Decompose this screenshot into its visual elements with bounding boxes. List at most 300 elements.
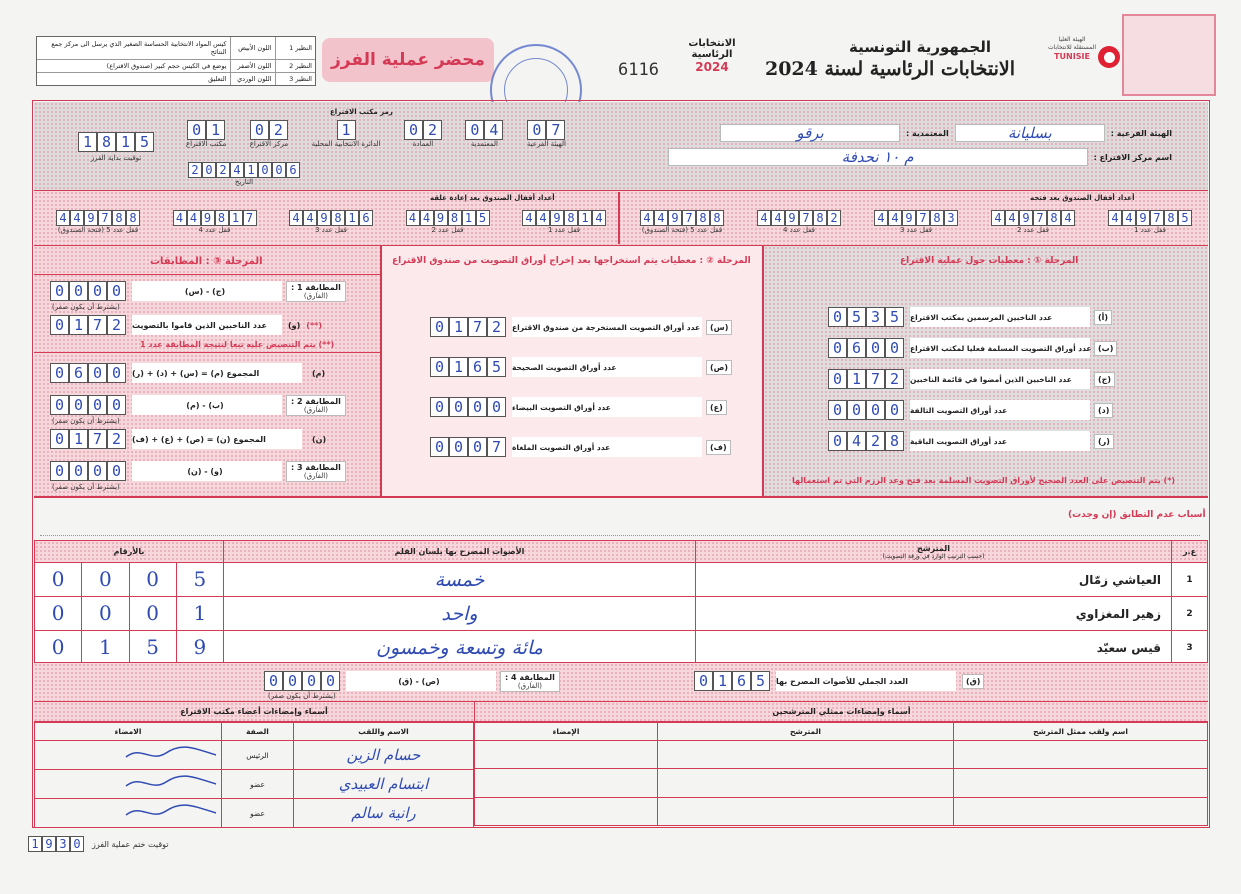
votes-in-words[interactable]: واحد (224, 597, 696, 631)
stage-row (828, 430, 1128, 452)
stage-row-digit[interactable]: 0 (866, 400, 885, 420)
vote-digit[interactable]: 0 (35, 597, 82, 630)
stage-row-label: عدد أوراق التصويت الملغاة (512, 437, 702, 457)
signature-mark (121, 770, 221, 794)
lock-digit[interactable]: 7 (916, 210, 930, 226)
m4-row (264, 670, 560, 692)
n-digit[interactable]: 2 (107, 429, 126, 449)
m4-digit[interactable]: 0 (283, 671, 302, 691)
lock-digit[interactable]: 8 (1047, 210, 1061, 226)
stage-row-key: (ف) (706, 440, 731, 455)
results-table (34, 540, 1208, 662)
copy1-color: اللون الأبيض (230, 37, 275, 59)
stage-row-label: عدد أوراق التصويت الصحيحة (512, 357, 702, 377)
lock-digit[interactable]: 3 (944, 210, 958, 226)
stage-row-label: عدد أوراق التصويت التالفة (910, 400, 1090, 420)
candidate-name: قيس سعيّد (696, 631, 1172, 665)
stage-row-digit[interactable]: 7 (866, 369, 885, 389)
n-digit[interactable]: 7 (88, 429, 107, 449)
stage2-title: المرحلة ② : معطيات يتم استخراجها بعد إخراج أوراق التصويت من صندوق الاقتراع (392, 256, 751, 266)
lock-digit[interactable]: 4 (406, 210, 420, 226)
vote-digit[interactable]: 9 (193, 635, 207, 659)
stage-row-digit[interactable]: 0 (468, 437, 487, 457)
lock-digit[interactable]: 9 (201, 210, 215, 226)
stage-row-digit[interactable]: 0 (487, 397, 506, 417)
m3-value (50, 461, 126, 481)
lock-digit[interactable]: 1 (345, 210, 359, 226)
m4-note: (يشترط أن يكون صفر) (268, 692, 336, 700)
n-key: (ن) (312, 434, 327, 444)
station-code-digit[interactable]: 0 (465, 120, 484, 140)
lock-digits (406, 210, 490, 226)
lock-group (173, 210, 257, 234)
date (188, 162, 300, 178)
stage-row-key: (ص) (706, 360, 732, 375)
date-digit[interactable]: 6 (286, 162, 300, 178)
m-digit[interactable]: 0 (107, 363, 126, 383)
m1-formula: (ج) - (س) (132, 281, 282, 301)
discrepancy-label: أسباب عدم التطابق (إن وجدت) (1068, 510, 1206, 520)
form-number: 6116 (618, 60, 659, 80)
vote-digit[interactable]: 0 (35, 631, 82, 664)
lock-digit[interactable]: 4 (654, 210, 668, 226)
members-title-bar (34, 702, 474, 722)
member-signature[interactable] (35, 741, 222, 770)
lock-digit[interactable]: 9 (434, 210, 448, 226)
lock-digit[interactable]: 8 (710, 210, 724, 226)
lock-digit[interactable]: 4 (289, 210, 303, 226)
stage-row-digit[interactable]: 0 (828, 307, 847, 327)
candidate-name: زهير المغزاوي (696, 597, 1172, 631)
lock-digit[interactable]: 4 (991, 210, 1005, 226)
w-digit[interactable]: 7 (88, 315, 107, 335)
center-label: اسم مركز الاقتراع : (1093, 152, 1172, 162)
stage-row-value (828, 400, 904, 420)
lock-digit[interactable]: 8 (564, 210, 578, 226)
stage1-rows (828, 306, 1128, 461)
lock-digit[interactable]: 2 (827, 210, 841, 226)
m2-row (50, 394, 360, 416)
lock-digit[interactable]: 4 (640, 210, 654, 226)
date-group (188, 162, 300, 186)
station-code-digits (250, 120, 288, 140)
stage-row-label: عدد أوراق التصويت المستخرجة من صندوق الاقتراع (512, 317, 702, 337)
date-digit[interactable]: 2 (216, 162, 230, 178)
date-digit[interactable]: 0 (202, 162, 216, 178)
stage-row (828, 399, 1128, 421)
lock-digit[interactable]: 1 (462, 210, 476, 226)
lock-digit[interactable]: 4 (757, 210, 771, 226)
lock-label: قفل عدد 2 (431, 226, 464, 234)
center-value: م ١٠ نحدفة (841, 148, 914, 166)
end-time-digit[interactable]: 9 (42, 836, 56, 852)
lock-digit[interactable]: 8 (1164, 210, 1178, 226)
form-title-box (322, 38, 494, 82)
start-time-digit[interactable]: 1 (78, 132, 97, 152)
stage-row (828, 306, 1128, 328)
m2-digit[interactable]: 0 (107, 395, 126, 415)
stage-row-value (828, 338, 904, 358)
m3-digit[interactable]: 0 (50, 461, 69, 481)
isie-logo-text: الهيئة العليا المستقلة للانتخابات (1047, 36, 1096, 51)
date-digit[interactable]: 0 (258, 162, 272, 178)
stage-row (430, 436, 742, 458)
station-code-label: العمادة (412, 140, 434, 148)
station-code (312, 120, 381, 160)
pink-stamp (1122, 14, 1216, 96)
locks-after-title: أعداد أقفال الصندوق بعد فتحه (1030, 194, 1135, 202)
stage-row (828, 337, 1128, 359)
lock-digit[interactable]: 7 (1033, 210, 1047, 226)
votes-in-words[interactable]: خمسة (224, 563, 696, 597)
member-role: عضو (222, 770, 294, 799)
stage-row-digit[interactable]: 0 (430, 357, 449, 377)
end-time-digit[interactable]: 1 (28, 836, 42, 852)
station-code-digit[interactable]: 7 (546, 120, 565, 140)
vote-digit[interactable]: 0 (82, 563, 129, 596)
m-digit[interactable]: 0 (88, 363, 107, 383)
m4-digit[interactable]: 0 (302, 671, 321, 691)
station-code-label: الهيئة الفرعية (526, 140, 566, 148)
lock-digit[interactable]: 9 (1136, 210, 1150, 226)
lock-digit[interactable]: 8 (215, 210, 229, 226)
start-time-digit[interactable]: 5 (135, 132, 154, 152)
n-digit[interactable]: 0 (50, 429, 69, 449)
vote-digit[interactable]: 0 (35, 563, 82, 596)
station-code-digit[interactable]: 0 (404, 120, 423, 140)
lock-digit[interactable]: 4 (173, 210, 187, 226)
m2-digit[interactable]: 0 (88, 395, 107, 415)
lock-digit[interactable]: 6 (359, 210, 373, 226)
lock-digit[interactable]: 4 (771, 210, 785, 226)
w-label: عدد الناخبين الذين قاموا بالتصويت (132, 315, 282, 335)
station-code-digit[interactable]: 0 (187, 120, 206, 140)
m-label: المجموع (م) = (س) + (د) + (ر) (132, 363, 302, 383)
lock-digit[interactable]: 4 (522, 210, 536, 226)
stage-row (430, 396, 742, 418)
date-digit[interactable]: 0 (272, 162, 286, 178)
stage-row-digit[interactable]: 0 (430, 397, 449, 417)
station-code-digits (465, 120, 503, 140)
code-title: رمز مكتب الاقتراع (330, 108, 393, 116)
w-note: (**) يتم التنصيص عليه تبعا لنتيجة المطابقة عدد 1 (140, 340, 335, 349)
stage-row-digit[interactable]: 0 (885, 338, 904, 358)
lock-digits (173, 210, 257, 226)
start-time-digit[interactable]: 8 (97, 132, 116, 152)
stage-row-digit[interactable]: 5 (487, 357, 506, 377)
stage-row-digit[interactable]: 5 (885, 307, 904, 327)
candidate-name: العياشي زمّال (696, 563, 1172, 597)
reps-title: أسماء وإمضاءات ممثلي المترشحين (772, 707, 911, 716)
stage-row-label: عدد أوراق التصويت البيضاء (512, 397, 702, 417)
lock-digit[interactable]: 5 (476, 210, 490, 226)
votes-in-digits (35, 631, 224, 665)
lock-digits (56, 210, 140, 226)
station-code-digit[interactable]: 2 (269, 120, 288, 140)
lock-digit[interactable]: 4 (70, 210, 84, 226)
m1-digit[interactable]: 0 (88, 281, 107, 301)
vote-digit[interactable]: 0 (130, 597, 177, 630)
stage-row (430, 356, 742, 378)
stage-row-key: (أ) (1094, 310, 1112, 325)
lock-digits (757, 210, 841, 226)
copies-table (36, 36, 316, 86)
lock-digit[interactable]: 4 (187, 210, 201, 226)
lock-digit[interactable]: 9 (1019, 210, 1033, 226)
members-table (34, 722, 474, 828)
stage-row-digit[interactable]: 0 (828, 400, 847, 420)
stage-row-digit[interactable]: 0 (828, 369, 847, 389)
member-role: عضو (222, 799, 294, 828)
w-digit[interactable]: 2 (107, 315, 126, 335)
station-code-digits (404, 120, 442, 140)
members-col-name: الاسم واللقب (294, 723, 474, 741)
m-value (50, 363, 126, 383)
copy2-color: اللون الأصفر (230, 59, 275, 72)
station-code-digit[interactable]: 1 (337, 120, 356, 140)
lock-digit[interactable]: 4 (874, 210, 888, 226)
stage-row-digit[interactable]: 7 (468, 317, 487, 337)
lock-digit[interactable]: 4 (1122, 210, 1136, 226)
m2-digit[interactable]: 0 (69, 395, 88, 415)
stage-row-digit[interactable]: 0 (847, 400, 866, 420)
stage-row-value (430, 317, 506, 337)
elections-logo-year: 2024 (695, 60, 729, 74)
stage-row-value (430, 437, 506, 457)
lock-digit[interactable]: 8 (126, 210, 140, 226)
stage-row-digit[interactable]: 0 (468, 397, 487, 417)
n-row (50, 428, 362, 450)
lock-digit[interactable]: 4 (888, 210, 902, 226)
m3-digit[interactable]: 0 (88, 461, 107, 481)
lock-digit[interactable]: 9 (902, 210, 916, 226)
m4-digit[interactable]: 0 (321, 671, 340, 691)
stage-row-digit[interactable]: 0 (449, 397, 468, 417)
m3-digit[interactable]: 0 (107, 461, 126, 481)
stage-row-digit[interactable]: 2 (487, 317, 506, 337)
lock-digit[interactable]: 4 (420, 210, 434, 226)
lock-digit[interactable]: 7 (799, 210, 813, 226)
date-digit[interactable]: 1 (244, 162, 258, 178)
lock-label: قفل عدد 1 (1133, 226, 1167, 234)
station-code-digit[interactable]: 0 (527, 120, 546, 140)
election-title: الانتخابات الرئاسية لسنة 2024 (764, 58, 1015, 80)
m-row (50, 362, 362, 384)
lock-digit[interactable]: 4 (1061, 210, 1075, 226)
stage-row-label: عدد الناخبين الذين أمضوا في قائمة الناخبين (910, 369, 1090, 389)
stage-row-digit[interactable]: 6 (847, 338, 866, 358)
end-time-digit[interactable]: 3 (56, 836, 70, 852)
delegation-field (720, 124, 900, 142)
n-digit[interactable]: 1 (69, 429, 88, 449)
m1-digit[interactable]: 0 (69, 281, 88, 301)
stage-row-digit[interactable]: 7 (487, 437, 506, 457)
votes-in-digits (35, 597, 224, 631)
votes-in-words[interactable]: مائة وتسعة وخمسون (224, 631, 696, 665)
lock-digits (1108, 210, 1192, 226)
form-title: محضر عملية الفرز (331, 50, 485, 70)
lock-digit[interactable]: 1 (229, 210, 243, 226)
vote-digit[interactable]: 1 (82, 631, 129, 664)
stage-row-value (828, 369, 904, 389)
lock-digit[interactable]: 9 (550, 210, 564, 226)
m2-value (50, 395, 126, 415)
members-col-role: الصفة (222, 723, 294, 741)
m4-label: المطابقة 4 : (505, 672, 555, 682)
m1-digit[interactable]: 0 (50, 281, 69, 301)
vote-digit[interactable]: 5 (193, 567, 207, 591)
total-digit[interactable]: 0 (694, 671, 713, 691)
votes-in-digits (35, 563, 224, 597)
lock-digit[interactable]: 9 (668, 210, 682, 226)
stage-row-digit[interactable]: 0 (430, 317, 449, 337)
m4-digit[interactable]: 0 (264, 671, 283, 691)
lock-digit[interactable]: 4 (303, 210, 317, 226)
subcommission-value: بسليانة (1007, 124, 1052, 142)
member-role: الرئيس (222, 741, 294, 770)
m-digit[interactable]: 6 (69, 363, 88, 383)
station-code-digits (337, 120, 356, 140)
vote-digit[interactable]: 0 (82, 597, 129, 630)
locks-divider (618, 192, 620, 244)
station-code-digit[interactable]: 1 (206, 120, 225, 140)
members-col-sig: الامضاء (35, 723, 222, 741)
date-digit[interactable]: 4 (230, 162, 244, 178)
stage-row-digit[interactable]: 4 (847, 431, 866, 451)
lock-digit[interactable]: 7 (682, 210, 696, 226)
m1-sub: (الفارق) (303, 291, 328, 300)
start-time-digit[interactable]: 1 (116, 132, 135, 152)
lock-digit[interactable]: 4 (536, 210, 550, 226)
stage-row-digit[interactable]: 2 (866, 431, 885, 451)
member-signature[interactable] (35, 799, 222, 828)
lock-label: قفل عدد 2 (1016, 226, 1050, 234)
member-signature[interactable] (35, 770, 222, 799)
stage-row-digit[interactable]: 5 (847, 307, 866, 327)
station-code-digit[interactable]: 0 (250, 120, 269, 140)
reps-table (474, 722, 1208, 826)
m-digit[interactable]: 0 (50, 363, 69, 383)
stage-row-digit[interactable]: 0 (430, 437, 449, 457)
station-code-digit[interactable]: 2 (423, 120, 442, 140)
table-row (35, 631, 1208, 665)
m3-note: (يشترط أن يكون صفر) (52, 483, 120, 491)
m4-sub: (الفارق) (517, 681, 542, 690)
lock-digit[interactable]: 4 (592, 210, 606, 226)
stage-row-digit[interactable]: 0 (449, 437, 468, 457)
m1-digit[interactable]: 0 (107, 281, 126, 301)
stage-row-digit[interactable]: 1 (449, 357, 468, 377)
lock-digit[interactable]: 4 (1108, 210, 1122, 226)
copy3-dest: التعليق (208, 74, 227, 83)
member-name[interactable]: ابتسام العبيدي (294, 770, 474, 799)
elections-logo-line2: الرئاسية (691, 49, 733, 60)
lock-label: قفل عدد 4 (198, 226, 231, 234)
stage-row-digit[interactable]: 1 (449, 317, 468, 337)
m1-label: المطابقة 1 : (291, 282, 341, 292)
lock-digit[interactable]: 7 (1150, 210, 1164, 226)
signature-mark (121, 741, 221, 765)
lock-digit[interactable]: 4 (56, 210, 70, 226)
w-digit[interactable]: 1 (69, 315, 88, 335)
stage-row-digit[interactable]: 0 (828, 338, 847, 358)
lock-digit[interactable]: 9 (785, 210, 799, 226)
member-row (35, 741, 474, 770)
stage3-title: المرحلة ③ : المطابقات (150, 256, 263, 267)
stage-row-digit[interactable]: 0 (866, 338, 885, 358)
stage-row-digit[interactable]: 2 (885, 369, 904, 389)
station-code-digit[interactable]: 4 (484, 120, 503, 140)
candidate-number: 3 (1172, 631, 1208, 665)
stage-row-digit[interactable]: 3 (866, 307, 885, 327)
stage-row-digit[interactable]: 0 (828, 431, 847, 451)
stage-row-digit[interactable]: 8 (885, 431, 904, 451)
vote-digit[interactable]: 5 (130, 631, 177, 664)
lock-digit[interactable]: 9 (84, 210, 98, 226)
lock-digit[interactable]: 8 (696, 210, 710, 226)
member-name[interactable]: رانية سالم (294, 799, 474, 828)
stage-row-digit[interactable]: 6 (468, 357, 487, 377)
vote-digit[interactable]: 1 (193, 601, 207, 625)
m3-digit[interactable]: 0 (69, 461, 88, 481)
m4-formula: (ص) - (ق) (346, 671, 496, 691)
n-label: المجموع (ن) = (ص) + (ع) + (ف) (132, 429, 302, 449)
total-key: (ق) (962, 674, 984, 689)
signatures-area (34, 702, 1208, 826)
lock-digit[interactable]: 8 (331, 210, 345, 226)
stage1-note: (*) يتم التنصيص على العدد الصحيح لأوراق التصويت المسلمة بعد فتح وعد الرزم التي تم استعمالها (792, 476, 1176, 485)
stage-row (828, 368, 1128, 390)
total-digit[interactable]: 1 (713, 671, 732, 691)
lock-digit[interactable]: 8 (813, 210, 827, 226)
lock-digit[interactable]: 9 (317, 210, 331, 226)
lock-digit[interactable]: 5 (1178, 210, 1192, 226)
station-code-label: مركز الاقتراع (249, 140, 289, 148)
stage-row-key: (د) (1094, 403, 1113, 418)
date-digit[interactable]: 2 (188, 162, 202, 178)
lock-digit[interactable]: 7 (98, 210, 112, 226)
lock-digit[interactable]: 1 (578, 210, 592, 226)
m2-sub: (الفارق) (303, 405, 328, 414)
member-name[interactable]: حسام الزين (294, 741, 474, 770)
m1-note: (يشترط أن يكون صفر) (52, 303, 120, 311)
stage-row-label: عدد أوراق التصويت المسلمة فعليا لمكتب الاقتراع (910, 338, 1090, 358)
m1-value (50, 281, 126, 301)
total-digit[interactable]: 5 (751, 671, 770, 691)
totals-band (34, 662, 1208, 702)
center-field (668, 148, 1088, 166)
vote-digit[interactable]: 0 (130, 563, 177, 596)
lock-digit[interactable]: 7 (243, 210, 257, 226)
lock-digit[interactable]: 8 (112, 210, 126, 226)
discrepancy-field[interactable] (40, 524, 1200, 536)
lock-label: قفل عدد 5 (فتحة الصندوق) (57, 226, 139, 234)
total-digit[interactable]: 6 (732, 671, 751, 691)
stage-row-digit[interactable]: 1 (847, 369, 866, 389)
stage-row-digit[interactable]: 0 (885, 400, 904, 420)
m2-digit[interactable]: 0 (50, 395, 69, 415)
w-digit[interactable]: 0 (50, 315, 69, 335)
lock-digit[interactable]: 4 (1005, 210, 1019, 226)
n-value (50, 429, 126, 449)
stage-row-key: (ر) (1094, 434, 1114, 449)
lock-digit[interactable]: 8 (448, 210, 462, 226)
m3-formula: (و) - (ن) (132, 461, 282, 481)
lock-digit[interactable]: 8 (930, 210, 944, 226)
end-time-digit[interactable]: 0 (70, 836, 84, 852)
m4-value (264, 671, 340, 691)
stage-row-key: (س) (706, 320, 732, 335)
